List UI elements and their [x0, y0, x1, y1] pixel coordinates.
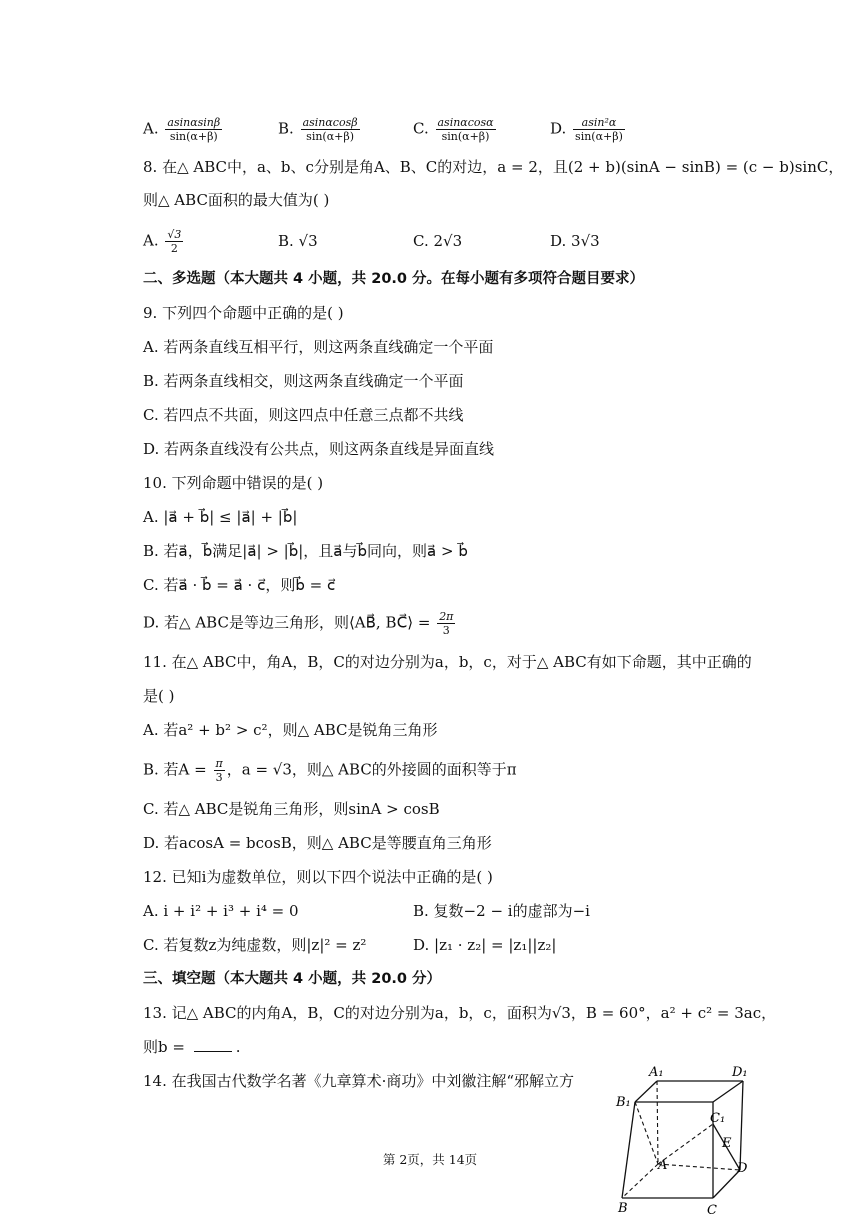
option-text: B. 若A = — [143, 760, 212, 779]
q8-option-a[interactable] — [143, 228, 185, 255]
fraction: $\frac{\pi}{3}$ — [215, 757, 223, 784]
q10-option-d[interactable] — [143, 610, 457, 637]
label-a1: A₁ — [649, 1065, 664, 1080]
q12-stem: 12. 已知i为虚数单位，则以下四个说法中正确的是( ) — [143, 868, 493, 886]
q7-option-d[interactable] — [550, 116, 627, 143]
cube-diagram — [600, 1066, 770, 1216]
edge-d1c1 — [713, 1081, 743, 1102]
q14-stem: 14. 在我国古代数学名著《九章算术·商功》中刘徽注解“邪解立方 — [143, 1072, 575, 1090]
q10-option-a[interactable]: A. |a⃗ + b⃗| ≤ |a⃗| + |b⃗| — [143, 508, 298, 526]
q11-stem: 11. 在△ ABC中，角A，B，C的对边分别为a，b，c，对于△ ABC有如下命题，其中正确的 — [143, 653, 752, 671]
label-d1: D₁ — [732, 1065, 748, 1080]
label-d: D — [737, 1161, 748, 1176]
q11-option-a[interactable]: A. 若a² + b² > c²，则△ ABC是锐角三角形 — [143, 721, 438, 739]
option-label: D. — [550, 119, 567, 138]
q7-option-b[interactable] — [278, 116, 362, 143]
q11-option-d[interactable]: D. 若acosA = bcosB，则△ ABC是等腰直角三角形 — [143, 834, 492, 852]
q12-option-b[interactable]: B. 复数−2 − i的虚部为−i — [413, 902, 590, 920]
q13-stem: 13. 记△ ABC的内角A，B，C的对边分别为a，b，c，面积为√3，B = 60°，a² + c² = 3ac， — [143, 1004, 777, 1022]
option-text: D. 若△ ABC是等边三角形，则⟨AB⃗, BC⃗⟩ = — [143, 613, 436, 632]
edge-dc — [713, 1170, 740, 1198]
fraction: $\frac{√3}{2}$ — [167, 228, 182, 255]
q9-option-c[interactable]: C. 若四点不共面，则这四点中任意三点都不共线 — [143, 406, 464, 424]
page-footer: 第 2页，共 14页 — [382, 1152, 478, 1167]
option-label: A. — [143, 231, 159, 250]
fraction: $\frac{asin\alpha\cos\beta}{\sin(\alpha+\beta)}$ — [302, 116, 358, 143]
q9-option-d[interactable]: D. 若两条直线没有公共点，则这两条直线是异面直线 — [143, 440, 495, 458]
edge-b1a1 — [635, 1081, 657, 1102]
q9-option-b[interactable]: B. 若两条直线相交，则这两条直线确定一个平面 — [143, 372, 464, 390]
q8-option-d[interactable]: D. 3√3 — [550, 232, 600, 250]
section-heading-fill-in: 三、填空题（本大题共 4 小题，共 20.0 分） — [143, 971, 442, 987]
q8-option-c[interactable]: C. 2√3 — [413, 232, 463, 250]
q7-option-c[interactable] — [413, 116, 498, 143]
q13-text: 则b = — [143, 1038, 190, 1056]
fraction: $\frac{\text{asin²α}}{\sin(\alpha+\beta)}$ — [575, 116, 623, 143]
label-b1: B₁ — [616, 1095, 631, 1110]
label-e: E — [722, 1136, 732, 1151]
q13-text: . — [235, 1038, 241, 1056]
hidden-edge-ab — [622, 1164, 658, 1198]
option-label: A. — [143, 119, 159, 138]
option-text: ，a = √3，则△ ABC的外接圆的面积等于π — [226, 760, 517, 779]
option-label: B. — [278, 119, 294, 138]
cube-figure — [600, 1066, 770, 1216]
q11-option-c[interactable]: C. 若△ ABC是锐角三角形，则sinA > cosB — [143, 800, 440, 818]
q11-option-b[interactable] — [143, 757, 517, 784]
q9-stem: 9. 下列四个命题中正确的是( ) — [143, 304, 344, 322]
q10-stem: 10. 下列命题中错误的是( ) — [143, 474, 324, 492]
q11-stem-cont: 是( ) — [143, 687, 175, 705]
q13-stem-cont — [143, 1037, 241, 1057]
q8-option-b[interactable]: B. √3 — [278, 232, 318, 250]
label-a: A — [658, 1158, 668, 1173]
q10-option-b[interactable]: B. 若a⃗，b⃗满足|a⃗| > |b⃗|，且a⃗与b⃗同向，则a⃗ > b⃗ — [143, 542, 468, 560]
section-heading-multi-choice: 二、多选题（本大题共 4 小题，共 20.0 分。在每小题有多项符合题目要求） — [143, 271, 645, 287]
q8-stem: 8. 在△ ABC中，a、b、c分别是角A、B、C的对边，a = 2，且(2 + b)(sinA − sinB) = (c − b)sinC， — [143, 158, 844, 176]
fraction: $\frac{asin\alpha\cos\alpha}{\sin(\alpha+\beta)}$ — [437, 116, 494, 143]
q12-option-d[interactable]: D. |z₁ · z₂| = |z₁||z₂| — [413, 936, 557, 954]
q7-option-a[interactable] — [143, 116, 224, 143]
q9-option-a[interactable]: A. 若两条直线互相平行，则这两条直线确定一个平面 — [143, 338, 494, 356]
q12-option-c[interactable]: C. 若复数z为纯虚数，则|z|² = z² — [143, 936, 367, 954]
label-c: C — [707, 1203, 717, 1218]
label-c1: C₁ — [710, 1111, 726, 1126]
label-b: B — [618, 1201, 628, 1216]
option-label: C. — [413, 119, 429, 138]
q12-option-a[interactable]: A. i + i² + i³ + i⁴ = 0 — [143, 902, 299, 920]
q10-option-c[interactable]: C. 若a⃗ · b⃗ = a⃗ · c⃗，则b⃗ = c⃗ — [143, 576, 336, 594]
q8-stem-cont: 则△ ABC面积的最大值为( ) — [143, 191, 330, 209]
fraction: $\frac{asin\alpha\sin\beta}{\sin(\alpha+\beta)}$ — [167, 116, 221, 143]
fraction: $\frac{2\pi}{3}$ — [439, 610, 454, 637]
answer-blank[interactable] — [194, 1037, 232, 1052]
